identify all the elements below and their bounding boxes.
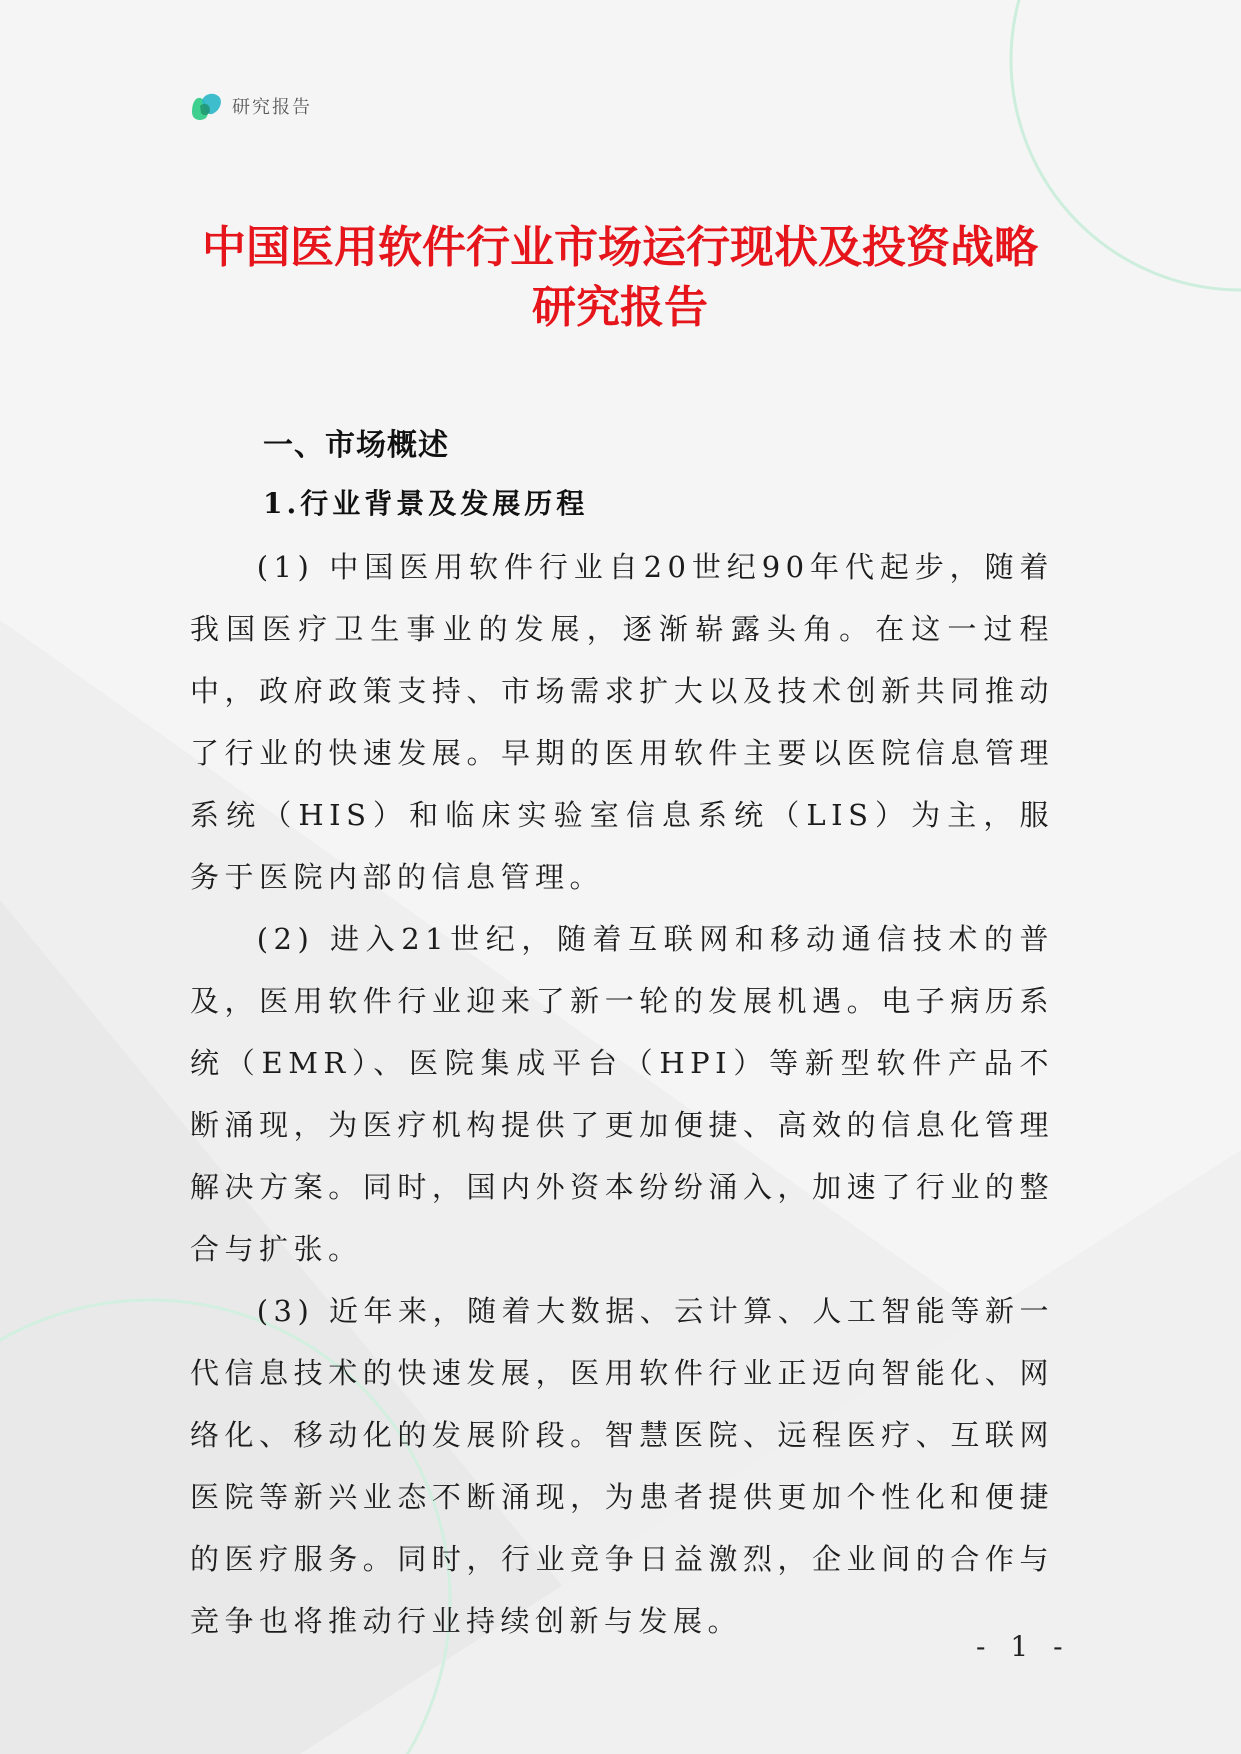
paragraph: (1) 中国医用软件行业自20世纪90年代起步，随着我国医疗卫生事业的发展，逐渐崭露头角。在这一过程中，政府政策支持、市场需求扩大以及技术创新共同推动了行业的快速发展。早期的医用软件主要以医院信息管理系统（HIS）和临床实验室信息系统（LIS）为主，服务于医院内部的信息管理。 xyxy=(190,550,1054,894)
paragraph: (2) 进入21世纪，随着互联网和移动通信技术的普及，医用软件行业迎来了新一轮的发展机遇。电子病历系统（EMR）、医院集成平台（HPI）等新型软件产品不断涌现，为医疗机构提供了更加便捷、高效的信息化管理解决方案。同时，国内外资本纷纷涌入，加速了行业的整合与扩张。 xyxy=(190,922,1054,1266)
document-title: 中国医用软件行业市场运行现状及投资战略研究报告 xyxy=(202,222,1038,333)
section-heading: 一、市场概述 xyxy=(263,428,449,463)
sub-heading: 1.行业背景及发展历程 xyxy=(263,487,589,520)
brand-logo-icon xyxy=(188,88,224,124)
page-number: - 1 - xyxy=(976,1630,1071,1663)
paragraph: (3) 近年来，随着大数据、云计算、人工智能等新一代信息技术的快速发展，医用软件行业正迈向智能化、网络化、移动化的发展阶段。智慧医院、远程医疗、互联网医院等新兴业态不断涌现，为患者提供更加个性化和便捷的医疗服务。同时，行业竞争日益激烈，企业间的合作与竞争也将推动行业持续创新与发展。 xyxy=(190,1294,1054,1638)
page-header xyxy=(188,88,312,124)
header-label: 研究报告 xyxy=(232,97,312,118)
body-text xyxy=(190,536,1054,1652)
